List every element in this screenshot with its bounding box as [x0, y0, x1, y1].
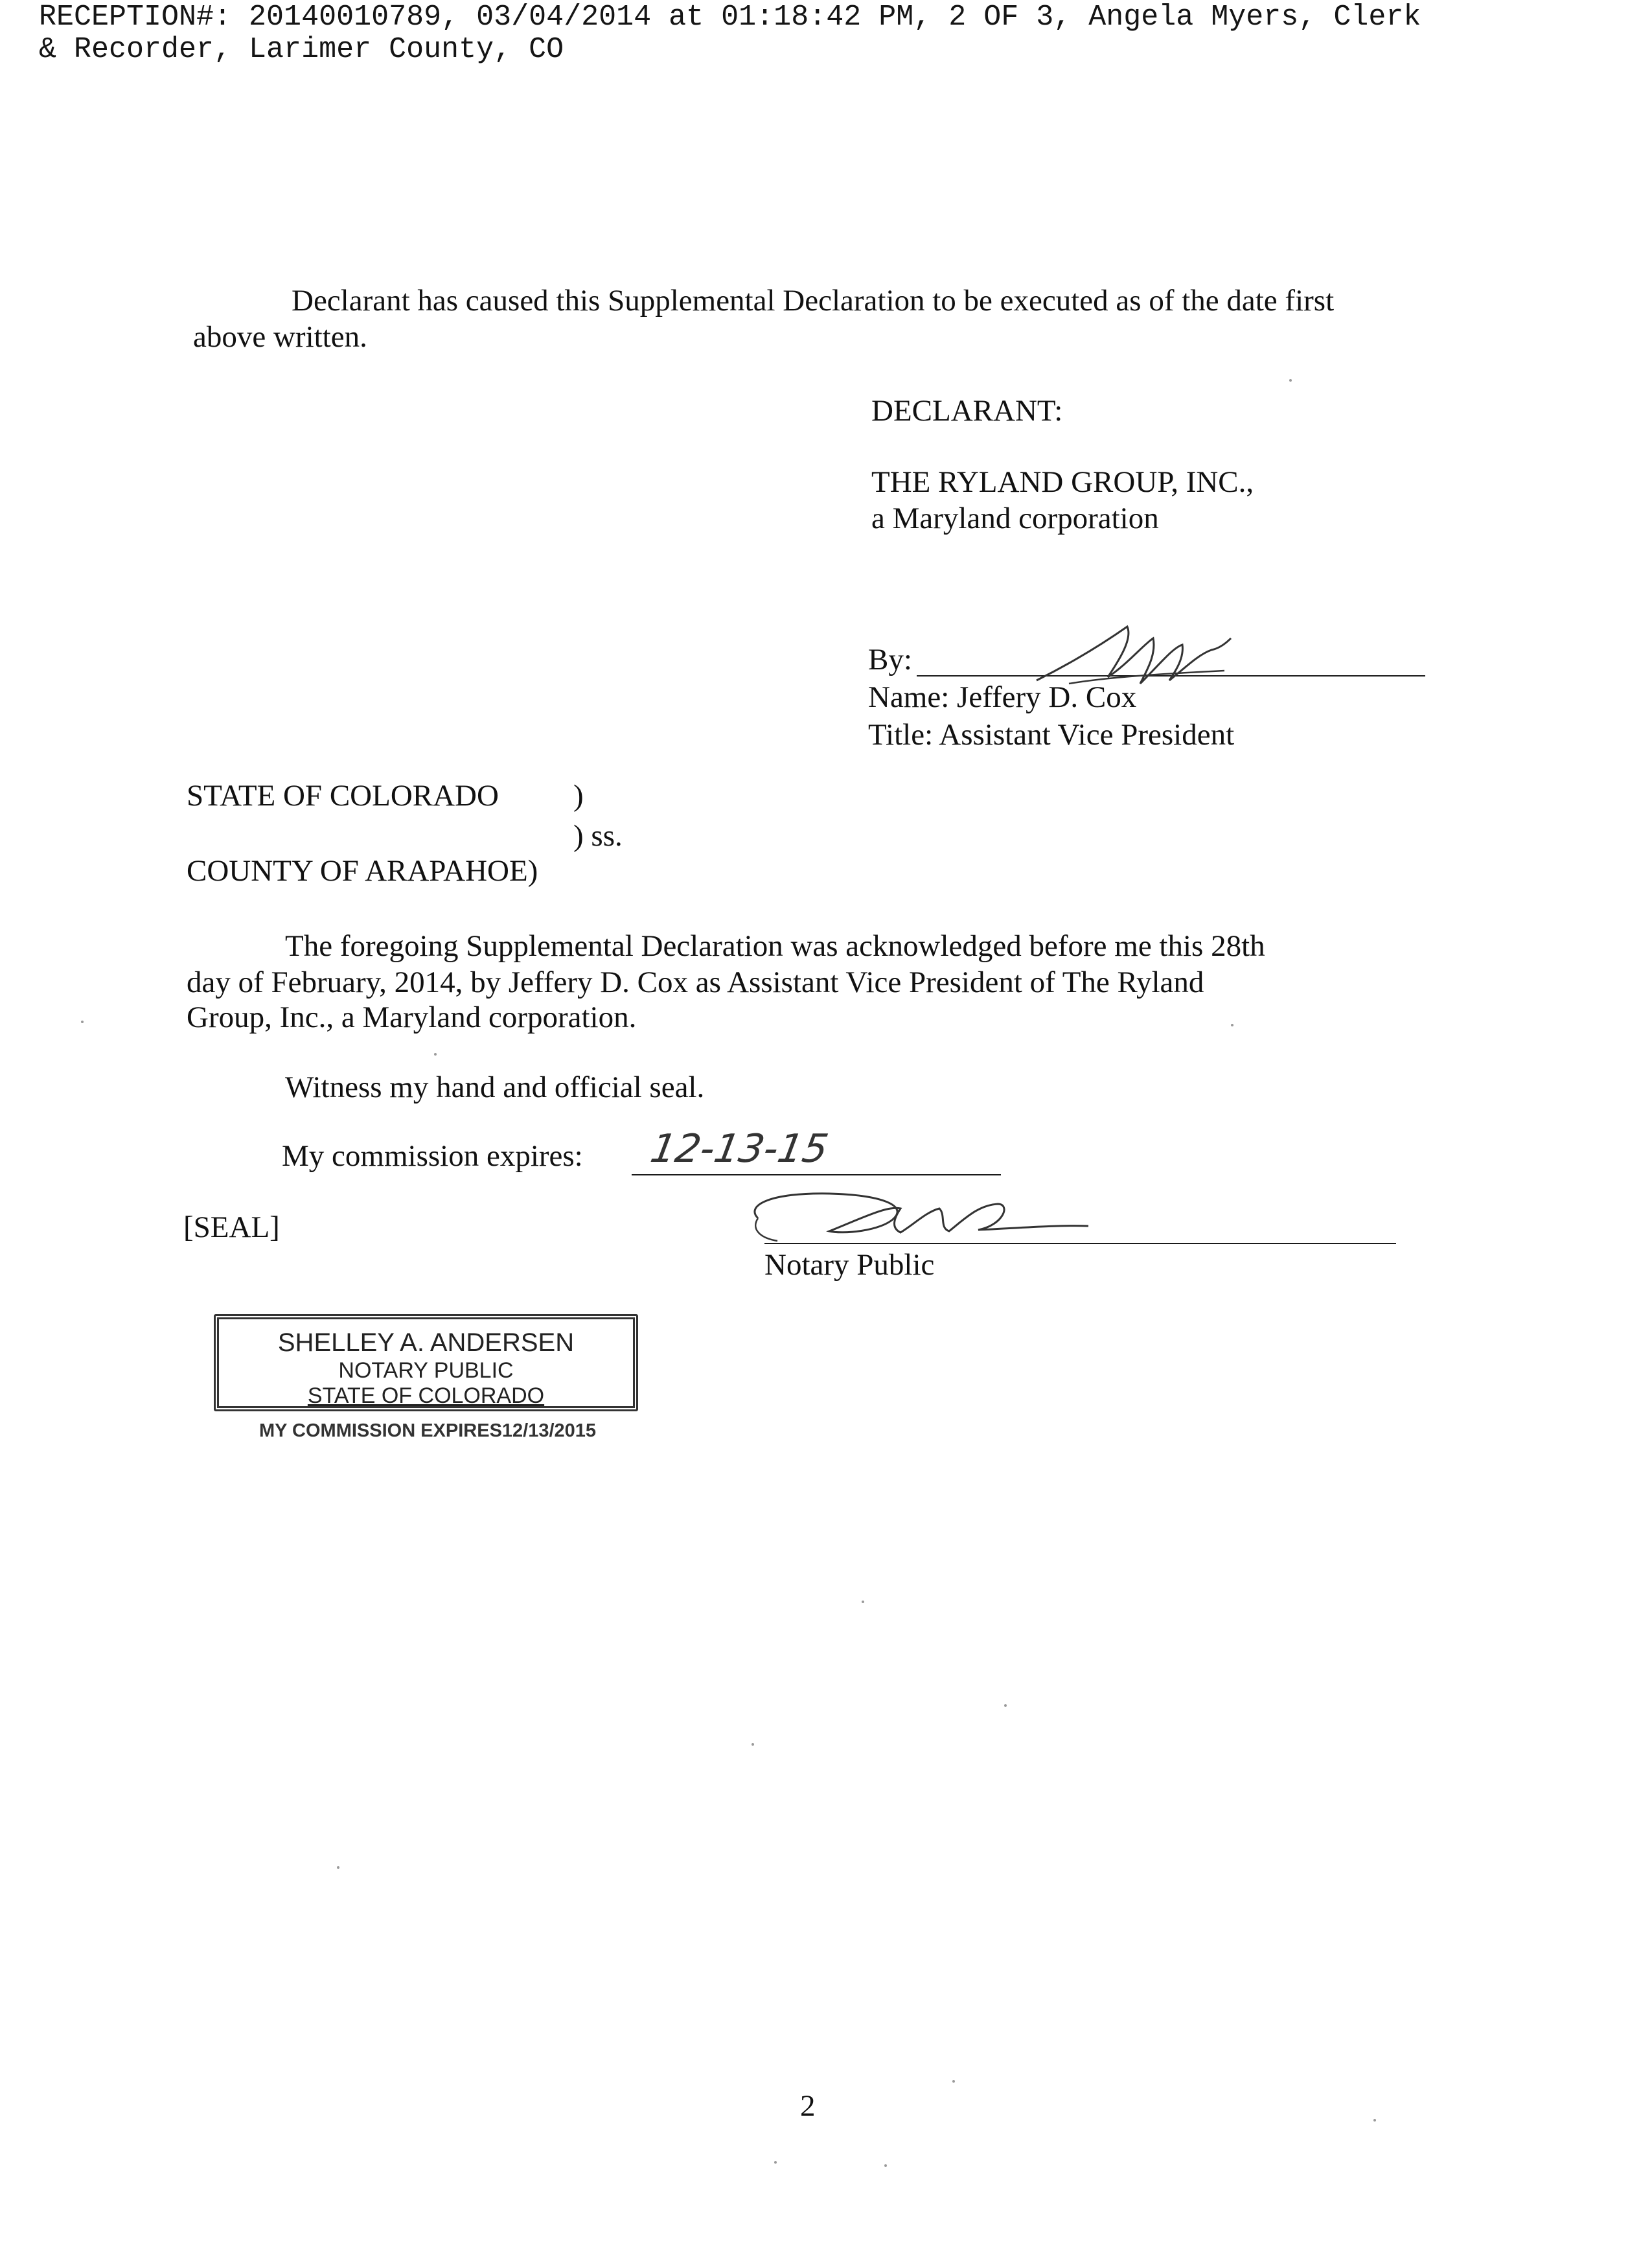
- stamp-state: STATE OF COLORADO: [307, 1383, 545, 1408]
- signer-title: Title: Assistant Vice President: [868, 718, 1235, 752]
- notary-label: Notary Public: [764, 1248, 935, 1282]
- scan-speck: [81, 1021, 84, 1023]
- scan-speck: [884, 2164, 887, 2167]
- venue-state: STATE OF COLORADO: [187, 779, 499, 813]
- notary-signature: [732, 1179, 1095, 1257]
- commission-handwritten-date: 12-13-15: [647, 1126, 832, 1172]
- scan-speck: [337, 1866, 339, 1869]
- signer-name: Name: Jeffery D. Cox: [868, 680, 1137, 714]
- intro-line-1: Declarant has caused this Supplemental Declaration to be executed as of the date first: [292, 284, 1335, 318]
- recording-header-line-2: & Recorder, Larimer County, CO: [39, 33, 564, 66]
- company-name: THE RYLAND GROUP, INC.,: [871, 465, 1254, 499]
- page-number: 2: [800, 2089, 816, 2123]
- scan-speck: [952, 2080, 955, 2083]
- scan-speck: [1004, 1704, 1007, 1707]
- commission-label: My commission expires:: [282, 1139, 583, 1173]
- stamp-title: NOTARY PUBLIC: [338, 1358, 514, 1383]
- notary-stamp: [214, 1314, 638, 1411]
- venue-ss: ) ss.: [573, 819, 623, 853]
- acknowledgment-line-2: day of February, 2014, by Jeffery D. Cox as Assistant Vice President of The Ryland: [187, 966, 1204, 999]
- witness-statement: Witness my hand and official seal.: [285, 1070, 705, 1104]
- company-description: a Maryland corporation: [871, 502, 1159, 535]
- scan-speck: [1231, 1024, 1233, 1026]
- scan-speck: [1373, 2119, 1376, 2122]
- scan-speck: [434, 1053, 437, 1056]
- commission-line: [632, 1174, 1001, 1175]
- by-label: By:: [868, 643, 912, 676]
- declarant-label: DECLARANT:: [871, 394, 1063, 428]
- intro-line-2: above written.: [193, 320, 367, 354]
- scan-speck: [751, 1743, 754, 1746]
- venue-state-paren: ): [573, 779, 584, 813]
- seal-label: [SEAL]: [183, 1210, 280, 1244]
- acknowledgment-line-1: The foregoing Supplemental Declaration was acknowledged before me this 28th: [285, 929, 1265, 963]
- scan-speck: [862, 1601, 864, 1603]
- scan-speck: [1289, 379, 1292, 382]
- venue-county: COUNTY OF ARAPAHOE): [187, 854, 538, 888]
- acknowledgment-line-3: Group, Inc., a Maryland corporation.: [187, 1000, 637, 1034]
- declarant-signature: [1030, 619, 1237, 697]
- stamp-expiry: MY COMMISSION EXPIRES12/13/2015: [259, 1420, 597, 1441]
- stamp-name: SHELLEY A. ANDERSEN: [277, 1328, 575, 1357]
- recording-header-line-1: RECEPTION#: 20140010789, 03/04/2014 at 01:18:42 PM, 2 OF 3, Angela Myers, Clerk: [39, 1, 1421, 34]
- scan-speck: [774, 2161, 777, 2164]
